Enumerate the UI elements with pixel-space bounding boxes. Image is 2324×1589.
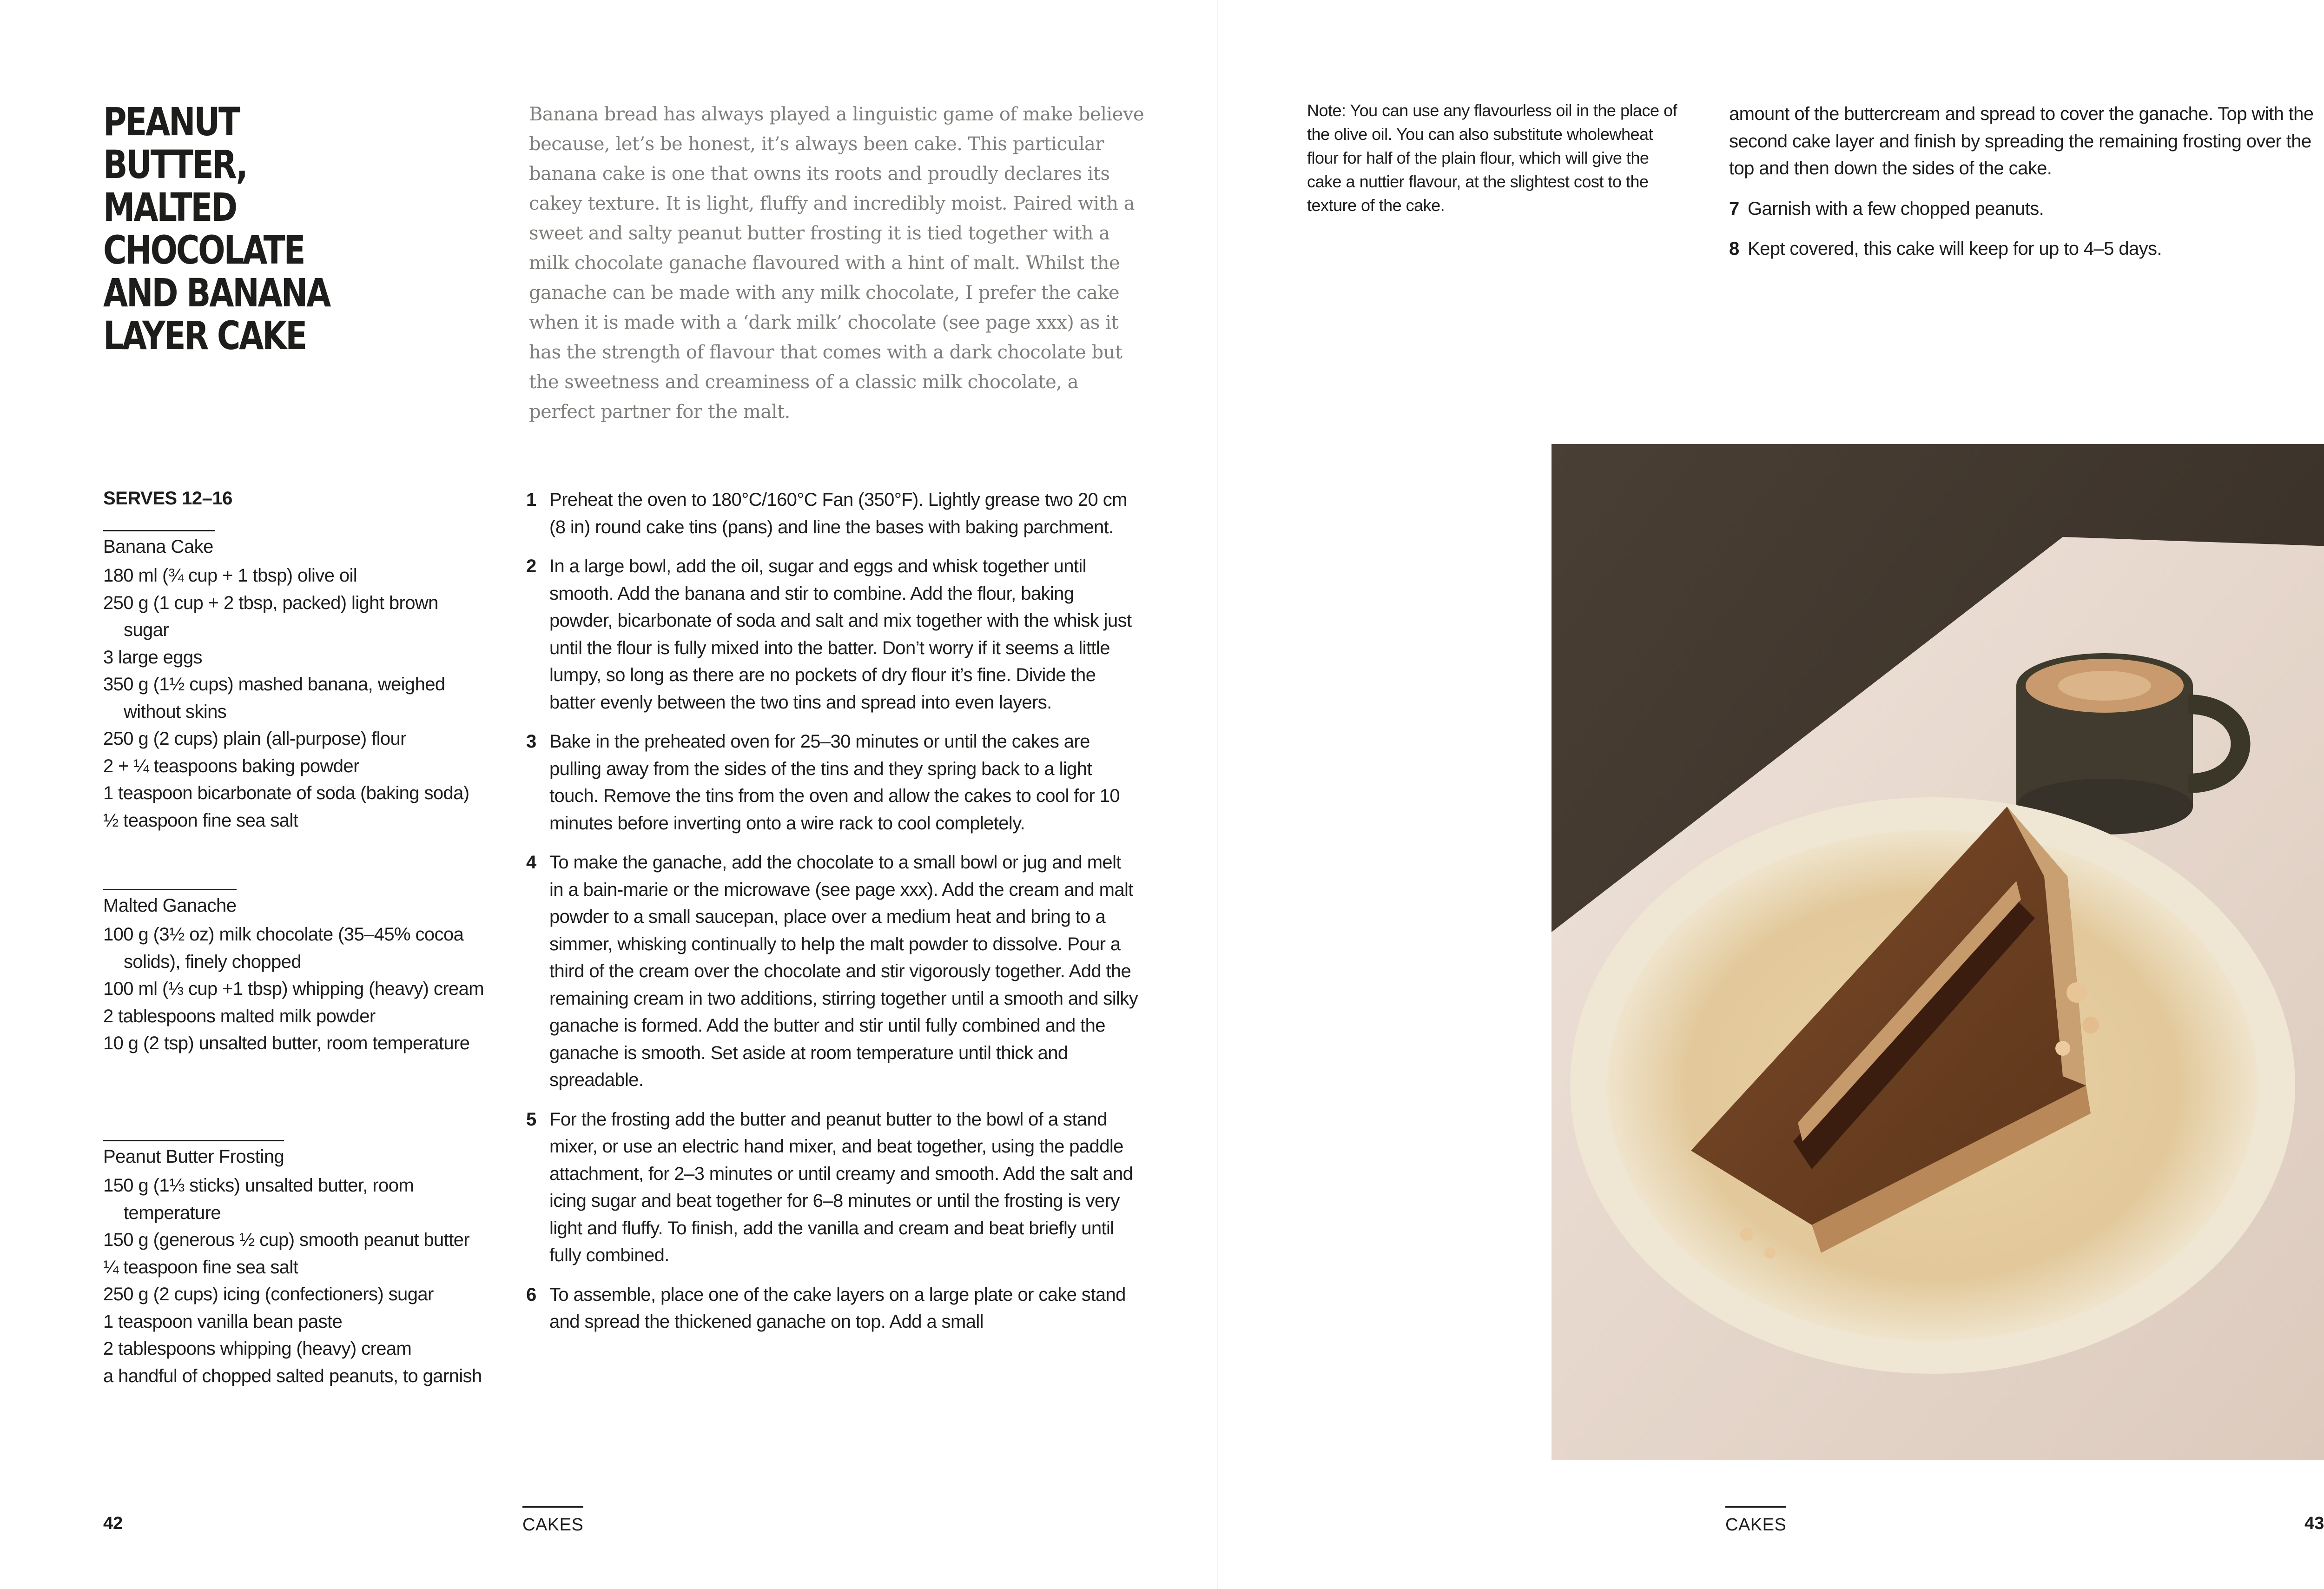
step-number: 1 [526, 490, 536, 510]
method-step [526, 1106, 1140, 1269]
step-text: To make the ganache, add the chocolate to a small bowl or jug and melt in a bain-marie or the microwave (see page xxx). Add the cream and malt powder to a small saucepan, place over a medium heat and bring to a simmer, whisking continually to help the malt powder to dissolve. Pour a third of the cream over the chocolate and stir vigorously together. Add the remaining cream in two additions, stirring together until a smooth and silky ganache is formed. Add the butter and stir until fully combined and the ganache is smooth. Set aside at room temperature until thick and spreadable. [549, 852, 1138, 1090]
ingredient-item: 250 g (2 cups) icing (confectioners) sugar [103, 1284, 434, 1304]
ingredient-group-heading: Banana Cake [103, 530, 215, 560]
step-text: Bake in the preheated oven for 25–30 minutes or until the cakes are pulling away from the sides of the tins and they spring back to a light touch. Remove the tins from the oven and allow the cakes to cool for 10 minutes before inverting onto a wire rack to cool completely. [549, 731, 1120, 834]
recipe-note: Note: You can use any flavourless oil in the place of the olive oil. You can also substitute wholewheat flour for half of the plain flour, which will give the cake a nuttier flavour, at the slightest cost to the texture of the cake. [1307, 101, 1677, 215]
step-text: Garnish with a few chopped peanuts. [1748, 198, 2044, 219]
recipe-intro: Banana bread has always played a linguistic game of make believe because, let’s be honest, it’s always been cake. This particular banana cake is one that owns its roots and proudly declares its cakey texture. It is light, fluffy and incredibly moist. Paired with a sweet and salty peanut butter frosting it is tied together with a milk chocolate ganache flavoured with a hint of malt. Whilst the ganache can be made with any milk chocolate, I prefer the cake when it is made with a ‘dark milk’ chocolate (see page xxx) as it has the strength of flavour that comes with a dark chocolate but the sweetness and creaminess of a classic milk chocolate, a perfect partner for the malt. [529, 104, 1144, 423]
ingredient-item: 250 g (2 cups) plain (all-purpose) flour [103, 728, 406, 749]
method-step [526, 728, 1140, 837]
ingredient-group-peanut-butter-frosting [103, 1140, 484, 1390]
cake-photo [1552, 444, 2324, 1460]
method-column [526, 486, 1140, 1348]
ingredient-item: 150 g (1⅓ sticks) unsalted butter, room temperature [103, 1175, 414, 1223]
serves-label: SERVES 12–16 [103, 488, 232, 509]
running-head-right: CAKES [1725, 1506, 1786, 1535]
step-text: Preheat the oven to 180°C/160°C Fan (350°F). Lightly grease two 20 cm (8 in) round cake tins (pans) and line the bases with baking parchment. [549, 490, 1127, 537]
page-number-right: 43 [2304, 1514, 2324, 1533]
ingredient-item: 2 tablespoons whipping (heavy) cream [103, 1338, 412, 1359]
step-number: 6 [526, 1284, 536, 1305]
ingredient-item: 150 g (generous ½ cup) smooth peanut butter [103, 1230, 470, 1250]
ingredient-item: 2 + ¼ teaspoons baking powder [103, 755, 359, 776]
method-step [526, 553, 1140, 716]
ingredient-item: 180 ml (¾ cup + 1 tbsp) olive oil [103, 565, 357, 586]
method-step [526, 1281, 1140, 1336]
ingredient-list [103, 562, 484, 834]
step-text: In a large bowl, add the oil, sugar and eggs and whisk together until smooth. Add the banana and stir to combine. Add the flour, baking powder, bicarbonate of soda and salt and mix together with the whisk just until the flour is fully mixed into the batter. Don’t worry if it seems a little lumpy, so long as there are no pockets of dry flour it’s fine. Divide the batter evenly between the two tins and spread into even layers. [549, 556, 1132, 713]
recipe-title: PEANUT BUTTER, MALTED CHOCOLATE AND BANANA LAYER CAKE [103, 99, 330, 358]
step-text: For the frosting add the butter and peanut butter to the bowl of a stand mixer, or use an electric hand mixer, and beat together, using the paddle attachment, for 2–3 minutes or until creamy and smooth. Add the salt and icing sugar and beat together for 6–8 minutes or until the frosting is very light and fluffy. To finish, add the vanilla and cream and beat briefly until fully combined. [549, 1109, 1133, 1265]
ingredient-group-banana-cake [103, 530, 484, 834]
ingredient-list [103, 921, 484, 1057]
step-number: 8 [1729, 238, 1739, 259]
step-text: Kept covered, this cake will keep for up to 4–5 days. [1748, 238, 2162, 259]
ingredient-item: 3 large eggs [103, 647, 202, 668]
method-steps [526, 486, 1140, 1336]
step-number: 5 [526, 1109, 536, 1130]
method-step-continuation: amount of the buttercream and spread to cover the ganache. Top with the second cake layer and finish by spreading the remaining frosting over the top and then down the sides of the cake. [1729, 104, 2314, 179]
ingredient-item: a handful of chopped salted peanuts, to garnish [103, 1365, 482, 1386]
ingredient-group-heading: Peanut Butter Frosting [103, 1140, 284, 1170]
method-step [1729, 195, 2324, 223]
ingredient-item: 100 ml (⅓ cup +1 tbsp) whipping (heavy) cream [103, 979, 484, 999]
page-number-left: 42 [103, 1514, 123, 1533]
step-number: 7 [1729, 198, 1739, 219]
ingredient-item: 1 teaspoon vanilla bean paste [103, 1311, 343, 1332]
cake-photo-illustration [1552, 444, 2324, 1460]
ingredient-list [103, 1172, 484, 1390]
ingredient-item: ½ teaspoon fine sea salt [103, 810, 298, 831]
step-number: 2 [526, 556, 536, 576]
ingredient-item: 2 tablespoons malted milk powder [103, 1006, 376, 1026]
page-gutter [1217, 0, 1218, 1589]
ingredient-item: 250 g (1 cup + 2 tbsp, packed) light brown sugar [103, 592, 438, 640]
running-head-left: CAKES [522, 1506, 583, 1535]
method-column-continued [1729, 100, 2324, 276]
ingredient-group-malted-ganache [103, 889, 484, 1057]
ingredient-group-heading: Malted Ganache [103, 889, 237, 919]
method-step [526, 486, 1140, 541]
ingredient-item: ¼ teaspoon fine sea salt [103, 1257, 298, 1278]
ingredient-item: 100 g (3½ oz) milk chocolate (35–45% cocoa solids), finely chopped [103, 924, 464, 972]
step-number: 4 [526, 852, 536, 873]
ingredient-item: 10 g (2 tsp) unsalted butter, room temperature [103, 1033, 470, 1053]
step-number: 3 [526, 731, 536, 752]
method-step [526, 849, 1140, 1094]
ingredient-item: 1 teaspoon bicarbonate of soda (baking soda) [103, 783, 469, 803]
step-text: To assemble, place one of the cake layers on a large plate or cake stand and spread the thickened ganache on top. Add a small [549, 1284, 1126, 1332]
ingredient-item: 350 g (1½ cups) mashed banana, weighed without skins [103, 674, 445, 722]
method-step [1729, 235, 2324, 263]
